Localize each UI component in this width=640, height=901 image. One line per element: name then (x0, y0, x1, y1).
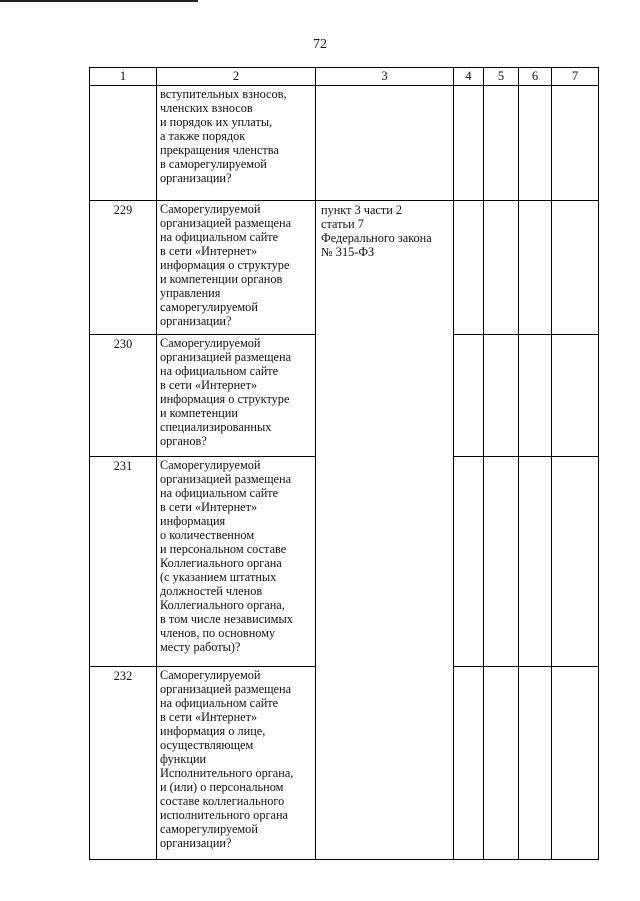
question-line: Коллегиального органа, (160, 598, 285, 612)
blank-cell (484, 335, 519, 457)
legal-reference-empty (316, 86, 454, 201)
question-line: в сети «Интернет» (160, 500, 258, 514)
blank-cell (552, 86, 599, 201)
question-line: и порядок их уплаты, (160, 115, 273, 129)
question-line: организации? (160, 171, 232, 185)
row-number (90, 86, 157, 201)
question-line: организации? (160, 836, 232, 850)
blank-cell (552, 667, 599, 860)
question-line: членов, по основному (160, 626, 276, 640)
column-header: 1 (90, 68, 157, 86)
question-line: о количественном (160, 528, 255, 542)
legal-reference (316, 201, 454, 860)
column-header: 5 (484, 68, 519, 86)
question-line: организацией размещена (160, 682, 292, 696)
question-line: а также порядок (160, 129, 246, 143)
column-header: 7 (552, 68, 599, 86)
checklist-table (89, 67, 599, 860)
blank-cell (454, 667, 484, 860)
blank-cell (484, 667, 519, 860)
requirement-question (157, 667, 316, 860)
requirement-question (157, 86, 316, 201)
blank-cell (454, 86, 484, 201)
blank-cell (552, 201, 599, 335)
row-number: 231 (90, 457, 157, 667)
question-line: специализированных (160, 420, 272, 434)
table-row (90, 201, 599, 335)
question-line: Исполнительного органа, (160, 766, 294, 780)
question-line: управления (160, 286, 221, 300)
question-line: саморегулируемой (160, 822, 258, 836)
blank-cell (519, 457, 552, 667)
question-line: организацией размещена (160, 350, 292, 364)
question-line: месту работы)? (160, 640, 241, 654)
question-line: Саморегулируемой (160, 202, 261, 216)
column-header: 2 (157, 68, 316, 86)
question-line: информация (160, 514, 226, 528)
question-line: на официальном сайте (160, 230, 279, 244)
question-line: в саморегулируемой (160, 157, 267, 171)
question-line: должностей членов (160, 584, 263, 598)
question-line: вступительных взносов, (160, 87, 287, 101)
blank-cell (484, 457, 519, 667)
question-line: в сети «Интернет» (160, 244, 258, 258)
question-line: и компетенции органов (160, 272, 283, 286)
requirement-question (157, 335, 316, 457)
question-line: информация о структуре (160, 392, 290, 406)
legal-reference-line: статьи 7 (321, 217, 364, 231)
blank-cell (519, 335, 552, 457)
blank-cell (519, 667, 552, 860)
legal-reference-line: № 315-ФЗ (321, 245, 375, 259)
question-line: в сети «Интернет» (160, 710, 258, 724)
requirement-question (157, 457, 316, 667)
question-line: и (или) о персональном (160, 780, 284, 794)
question-line: на официальном сайте (160, 364, 279, 378)
column-header: 4 (454, 68, 484, 86)
question-line: Саморегулируемой (160, 336, 261, 350)
row-number: 229 (90, 201, 157, 335)
legal-reference-line: пункт 3 части 2 (321, 203, 403, 217)
question-line: организации? (160, 314, 232, 328)
question-line: членских взносов (160, 101, 253, 115)
row-number: 232 (90, 667, 157, 860)
blank-cell (454, 335, 484, 457)
row-number: 230 (90, 335, 157, 457)
column-header: 3 (316, 68, 454, 86)
blank-cell (519, 86, 552, 201)
question-line: организацией размещена (160, 472, 292, 486)
question-line: в сети «Интернет» (160, 378, 258, 392)
blank-cell (454, 457, 484, 667)
question-line: информация о структуре (160, 258, 290, 272)
question-line: прекращения членства (160, 143, 279, 157)
question-line: организацией размещена (160, 216, 292, 230)
question-line: составе коллегиального (160, 794, 285, 808)
question-line: в том числе независимых (160, 612, 293, 626)
question-line: органов? (160, 434, 207, 448)
question-line: информация о лице, (160, 724, 266, 738)
blank-cell (484, 201, 519, 335)
blank-cell (519, 201, 552, 335)
blank-cell (454, 201, 484, 335)
question-line: функции (160, 752, 207, 766)
column-header: 6 (519, 68, 552, 86)
question-line: осуществляющем (160, 738, 254, 752)
blank-cell (552, 335, 599, 457)
blank-cell (552, 457, 599, 667)
scan-artifact-line (0, 0, 198, 2)
question-line: (с указанием штатных (160, 570, 277, 584)
legal-reference-line: Федерального закона (321, 231, 432, 245)
question-line: исполнительного органа (160, 808, 289, 822)
question-line: и компетенции (160, 406, 238, 420)
question-line: и персональном составе (160, 542, 287, 556)
question-line: саморегулируемой (160, 300, 258, 314)
header-row (90, 68, 599, 86)
question-line: Саморегулируемой (160, 458, 261, 472)
question-line: Саморегулируемой (160, 668, 261, 682)
question-line: на официальном сайте (160, 486, 279, 500)
page-number: 72 (313, 37, 327, 52)
table-row (90, 86, 599, 201)
question-line: на официальном сайте (160, 696, 279, 710)
blank-cell (484, 86, 519, 201)
question-line: Коллегиального органа (160, 556, 282, 570)
requirement-question (157, 201, 316, 335)
